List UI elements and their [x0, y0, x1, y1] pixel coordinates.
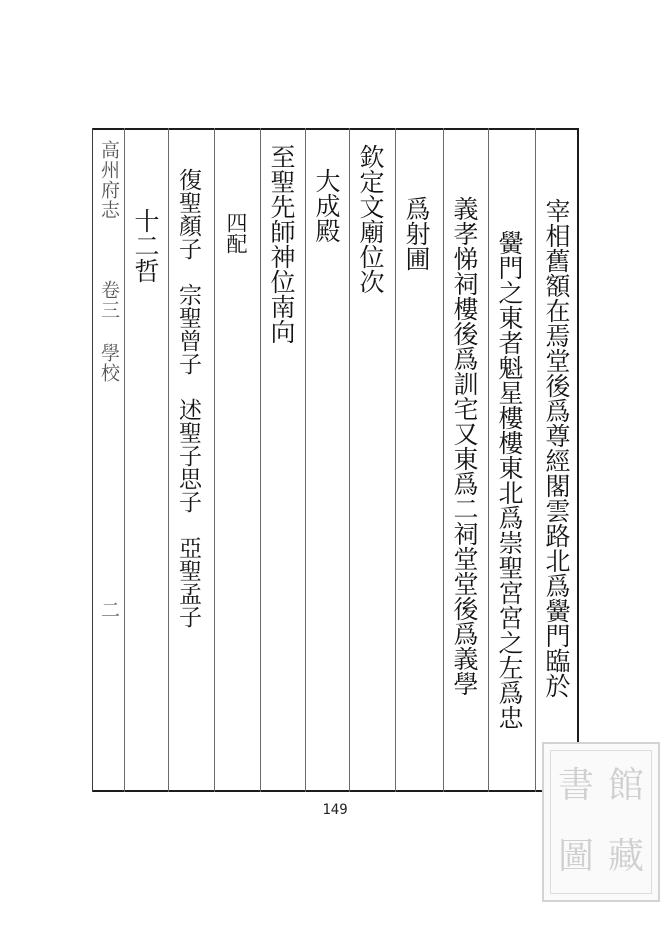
seal-glyph: 館 [607, 765, 644, 806]
column-divider [305, 128, 306, 792]
column-divider [124, 128, 125, 792]
column-divider [168, 128, 169, 792]
text-column-4: 爲射圃 [402, 196, 431, 271]
seal-glyph: 藏 [607, 836, 644, 877]
column-divider [535, 128, 536, 792]
text-column-6: 大成殿 [312, 168, 341, 243]
text-column-5: 欽定文廟位次 [356, 144, 385, 294]
column-divider [349, 128, 350, 792]
column-divider [395, 128, 396, 792]
margin-title: 高州府志 [98, 140, 120, 220]
text-column-3: 義孝悌祠樓後爲訓宅又東爲二祠堂堂後爲義學 [450, 196, 479, 696]
right-rule [577, 128, 579, 792]
column-divider [488, 128, 489, 792]
seal-glyph: 書 [557, 765, 594, 806]
margin-folio: 二 [98, 600, 120, 620]
text-column-2: 黌門之東者魁星樓樓東北爲崇聖宮宮之左爲忠 [495, 230, 524, 730]
page-number: 149 [322, 802, 348, 818]
text-column-8: 四配 [224, 212, 248, 254]
bottom-rule [92, 790, 579, 792]
text-column-7: 至聖先師神位南向 [267, 144, 296, 344]
column-divider [260, 128, 261, 792]
library-seal [542, 742, 660, 902]
left-rule [92, 128, 93, 792]
text-column-9: 復聖顏子 宗聖曾子 述聖子思子 亞聖孟子 [175, 168, 201, 628]
column-divider [214, 128, 215, 792]
text-column-1: 宰相舊額在焉堂後爲尊經閣雲路北爲黌門臨於 [542, 198, 571, 698]
top-rule [92, 128, 579, 130]
text-column-10: 十二哲 [131, 208, 160, 283]
page-frame [92, 128, 579, 792]
column-divider [443, 128, 444, 792]
seal-glyph: 圖 [557, 836, 594, 877]
margin-chapter: 卷三 學校 [98, 280, 120, 383]
